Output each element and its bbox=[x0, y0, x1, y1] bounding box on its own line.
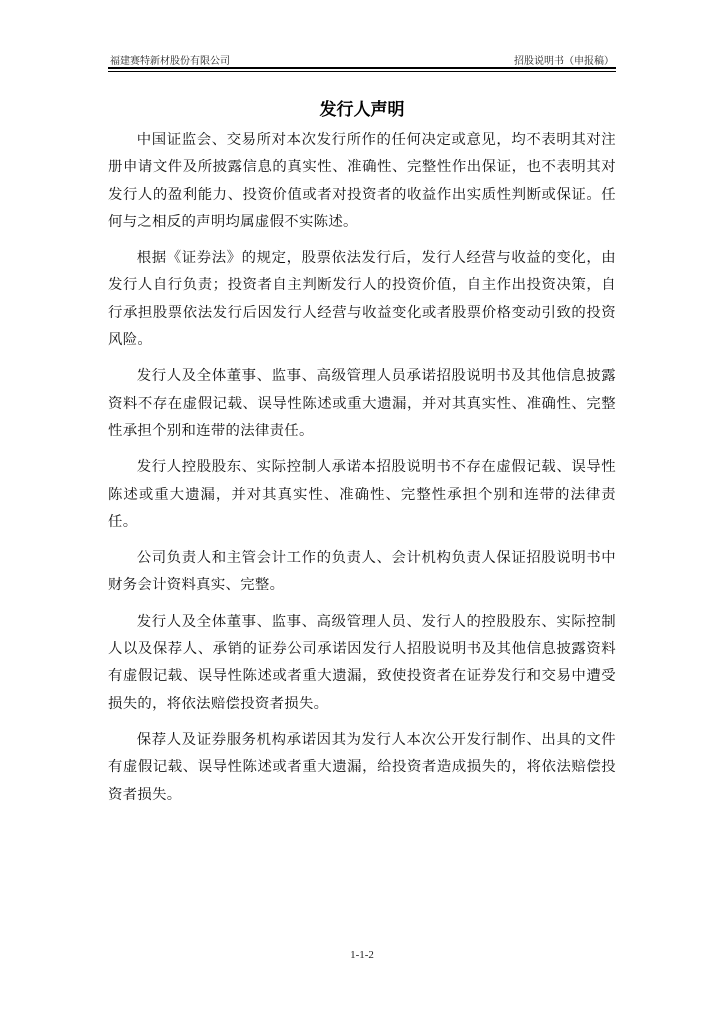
page-title: 发行人声明 bbox=[319, 100, 405, 120]
paragraph-1: 中国证监会、交易所对本次发行所作的任何决定或意见，均不表明其对注册申请文件及所披露信息的真实性、准确性、完整性作出保证，也不表明其对发行人的盈利能力、投资价值或者对投资者的收益作出实质性判断或保证。任何与之相反的声明均属虚假不实陈述。 bbox=[108, 132, 616, 230]
page-header bbox=[108, 50, 616, 68]
paragraph-2: 根据《证券法》的规定，股票依法发行后，发行人经营与收益的变化，由发行人自行负责；投资者自主判断发行人的投资价值，自主作出投资决策，自行承担股票依法发行后因发行人经营与收益变化或者股票价格变动引致的投资风险。 bbox=[108, 250, 616, 349]
paragraph-3: 发行人及全体董事、监事、高级管理人员承诺招股说明书及其他信息披露资料不存在虚假记载、误导性陈述或重大遗漏，并对其真实性、准确性、完整性承担个别和连带的法律责任。 bbox=[108, 368, 616, 439]
paragraph-7: 保荐人及证券服务机构承诺因其为发行人本次公开发行制作、出具的文件有虚假记载、误导性陈述或者重大遗漏，给投资者造成损失的，将依法赔偿投资者损失。 bbox=[108, 731, 616, 803]
paragraph-6: 发行人及全体董事、监事、高级管理人员、发行人的控股股东、实际控制人以及保荐人、承销的证券公司承诺因发行人招股说明书及其他信息披露资料有虚假记载、误导性陈述或者重大遗漏，致使投资者在证券发行和交易中遭受损失的，将依法赔偿投资者损失。 bbox=[108, 613, 616, 712]
header-rule-thin bbox=[108, 71, 616, 72]
page-number: 1-1-2 bbox=[350, 949, 374, 961]
document-body bbox=[108, 127, 616, 818]
header-document-type: 招股说明书（申报稿） bbox=[514, 56, 614, 67]
paragraph-5: 公司负责人和主管会计工作的负责人、会计机构负责人保证招股说明书中财务会计资料真实、完整。 bbox=[108, 550, 616, 594]
header-company-name: 福建赛特新材股份有限公司 bbox=[110, 56, 230, 67]
header-rule-thick bbox=[108, 67, 616, 69]
paragraph-4: 发行人控股股东、实际控制人承诺本招股说明书不存在虚假记载、误导性陈述或重大遗漏，并对其真实性、准确性、完整性承担个别和连带的法律责任。 bbox=[108, 459, 616, 530]
